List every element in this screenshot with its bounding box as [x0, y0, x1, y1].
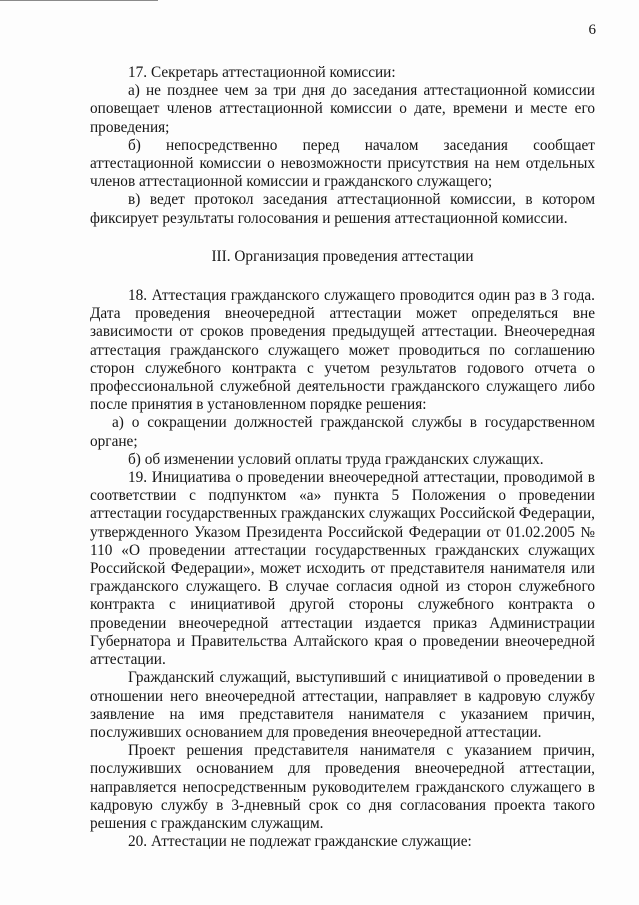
- paragraph-17a: а) не позднее чем за три дня до заседания аттестационной комиссии оповещает членов аттестационной комиссии о дате, времени и месте его проведения;: [90, 82, 595, 136]
- paragraph-17c: в) ведет протокол заседания аттестационной комиссии, в котором фиксирует результаты голосования и решения аттестационной комиссии.: [90, 191, 595, 227]
- paragraph-20: 20. Аттестации не подлежат гражданские служащие:: [128, 833, 472, 851]
- paragraph-19-initiator: Гражданский служащий, выступивший с инициативой о проведении в отношении него внеочередной аттестации, направляет в кадровую службу заявление на имя представителя нанимателя с указанием причин, послуживших основанием для проведения внеочередной аттестации.: [90, 669, 595, 741]
- paragraph-19: 19. Инициатива о проведении внеочередной аттестации, проводимой в соответствии с подпунктом «а» пункта 5 Положения о проведении аттестации государственных гражданских служащих Российской Федерации, утвержденного Указом Президента Российской Федерации от 01.02.2005 № 110 «О проведении аттестации государственных гражданских служащих Российской Федерации», может исходить от представителя нанимателя или гражданского служащего. В случае согласия одной из сторон служебного контракта с инициативой другой стороны служебного контракта о проведении внеочередной аттестации издается приказ Администрации Губернатора и Правительства Алтайского края о проведении внеочередной аттестации.: [90, 469, 595, 669]
- page-number: 6: [588, 22, 596, 38]
- paragraph-18b: б) об изменении условий оплаты труда гражданских служащих.: [128, 450, 544, 468]
- paragraph-17-heading: 17. Секретарь аттестационной комиссии:: [128, 64, 396, 81]
- paragraph-18: 18. Аттестация гражданского служащего проводится один раз в 3 года. Дата проведения внеочередной аттестации может определяться вне зависимости от сроков проведения предыдущей аттестации. Внеочередная аттестация гражданского служащего может проводиться по соглашению сторон служебного контракта с учетом результатов годового отчета о профессиональной служебной деятельности гражданского служащего либо после принятия в установленном порядке решения:: [90, 287, 595, 414]
- document-body: [90, 64, 595, 851]
- paragraph-17b: б) непосредственно перед началом заседания сообщает аттестационной комиссии о невозможности присутствия на нем отдельных членов аттестационной комиссии и гражданского служащего;: [90, 136, 595, 191]
- paragraph-19-draft-decision: Проект решения представителя нанимателя с указанием причин, послуживших основанием для проведения внеочередной аттестации, направляется непосредственным руководителем гражданского служащего в кадровую службу в 3-дневный срок со дня согласования проекта такого решения с гражданским служащим.: [90, 742, 595, 832]
- section-heading: III. Организация проведения аттестации: [211, 247, 474, 265]
- paragraph-18a: а) о сокращении должностей гражданской службы в государственном органе;: [90, 414, 595, 450]
- scan-edge-line: [0, 0, 158, 1]
